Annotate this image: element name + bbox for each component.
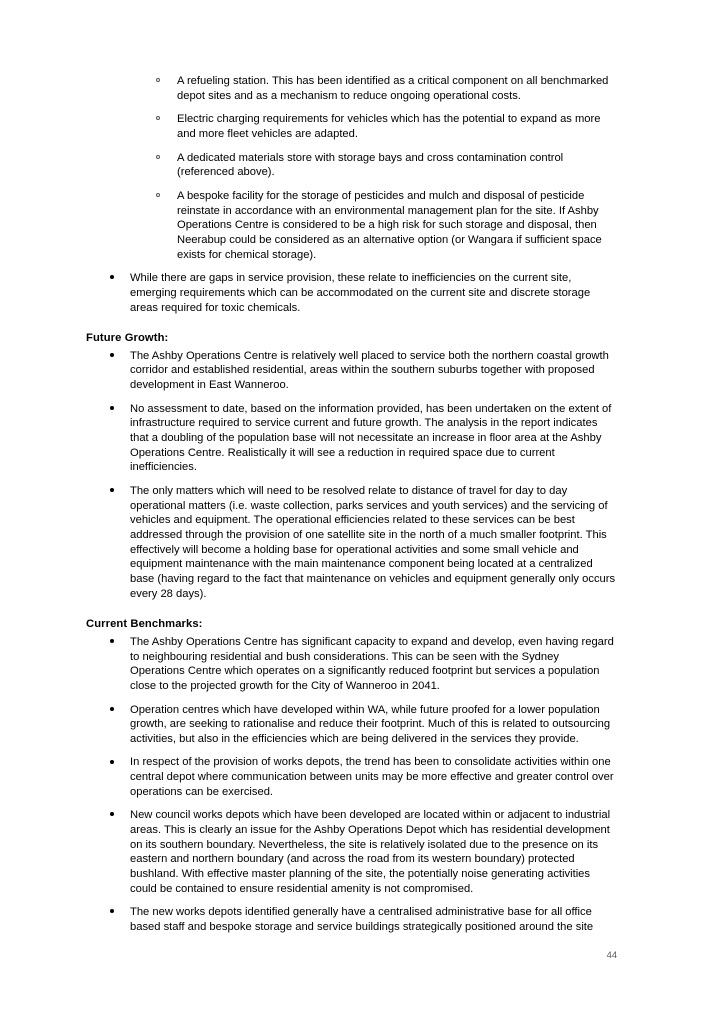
bullet-ring-shape — [156, 116, 160, 120]
hollow-circle-bullet-icon — [156, 151, 170, 166]
sub-list-item — [86, 151, 616, 180]
bullet-dot-shape — [110, 707, 114, 711]
page-content — [86, 74, 616, 944]
section-heading: Future Growth: — [86, 332, 169, 345]
paragraph-text: A refueling station. This has been identified as a critical component on all benchmarked depot sites and as a mechanism to reduce ongoing operational costs. — [177, 75, 609, 102]
filled-circle-bullet-icon — [110, 484, 122, 499]
paragraph-text: The Ashby Operations Centre has significant capacity to expand and develop, even having regard to neighbouring residential and bush considerations. This can be seen with the Sydney Operations Centre which operates on a significantly reduced footprint but services a population close to the projected growth for the City of Wanneroo in 2041. — [130, 635, 614, 692]
bullet-dot-shape — [110, 406, 114, 410]
filled-circle-bullet-icon — [110, 402, 122, 417]
bullet-list — [86, 349, 616, 602]
sub-list-item — [86, 189, 616, 262]
page-number: 44 — [606, 950, 617, 960]
paragraph-text: A bespoke facility for the storage of pesticides and mulch and disposal of pesticide reinstate in accordance with an environmental management plan for the site. If Ashby Operations Centre is considered to be a high risk for such storage and disposal, then Neerabup could be considered as an alternative option (or Wangara if sufficient space exists for chemical storage). — [177, 189, 602, 261]
bullet-dot-shape — [110, 812, 114, 816]
hollow-circle-bullet-icon — [156, 189, 170, 204]
bullet-dot-shape — [110, 760, 114, 764]
filled-circle-bullet-icon — [110, 808, 122, 823]
list-item — [86, 349, 616, 393]
section-spacer — [86, 324, 616, 331]
paragraph-text: No assessment to date, based on the information provided, has been undertaken on the extent of infrastructure required to service current and future growth. The analysis in the report indicates that a doubling of the population base will not necessitate an increase in floor area at the Ashby Operations Centre. Realistically it will see a reduction in required space due to current inefficiencies. — [130, 402, 612, 474]
filled-circle-bullet-icon — [110, 349, 122, 364]
list-item — [86, 402, 616, 475]
paragraph-text: The new works depots identified generally have a centralised administrative base for all office based staff and bespoke storage and service buildings strategically positioned around the site — [130, 906, 594, 934]
list-item — [86, 635, 616, 694]
sub-list-item — [86, 112, 616, 141]
filled-circle-bullet-icon — [110, 271, 122, 286]
paragraph-text: New council works depots which have been developed are located within or adjacent to industrial areas. This is clearly an issue for the Ashby Operations Depot which has residential development on its southern boundary. Nevertheless, the site is relatively isolated due to the presence on its eastern and northern boundary (and across the road from its western boundary) protected bushland. With effective master planning of the site, the potentially noise generating activities could be contained to ensure residential amenity is not compromised. — [130, 809, 611, 895]
sub-bullet-list — [86, 74, 616, 262]
paragraph-text: A dedicated materials store with storage bays and cross contamination control (referenced above). — [177, 151, 564, 179]
bullet-ring-shape — [156, 78, 160, 82]
bullet-dot-shape — [110, 353, 114, 357]
bullet-ring-shape — [156, 193, 160, 197]
bullet-list — [86, 635, 616, 935]
bullet-dot-shape — [110, 909, 114, 913]
bullet-dot-shape — [110, 488, 114, 492]
section-heading: Current Benchmarks: — [86, 618, 203, 631]
paragraph-text: Operation centres which have developed within WA, while future proofed for a lower population growth, are seeking to rationalise and reduce their footprint. Much of this is related to outsourcing activities, but also in the efficiencies which are being delivered in the services they provide. — [130, 703, 611, 745]
list-item — [86, 755, 616, 799]
list-item — [86, 905, 616, 934]
sub-list-item — [86, 74, 616, 103]
bullet-list — [86, 271, 616, 315]
filled-circle-bullet-icon — [110, 755, 122, 770]
paragraph-text: In respect of the provision of works depots, the trend has been to consolidate activities within one central depot where communication between units may be more effective and greater control over operations can be exercised. — [130, 756, 614, 798]
list-item — [86, 703, 616, 747]
hollow-circle-bullet-icon — [156, 112, 170, 127]
bullet-dot-shape — [110, 639, 114, 643]
section-spacer — [86, 610, 616, 617]
filled-circle-bullet-icon — [110, 905, 122, 920]
list-item — [86, 484, 616, 601]
bullet-ring-shape — [156, 155, 160, 159]
paragraph-text: Electric charging requirements for vehicles which has the potential to expand as more and more fleet vehicles are adapted. — [177, 113, 601, 140]
paragraph-text: While there are gaps in service provision, these relate to inefficiencies on the current site, emerging requirements which can be accommodated on the current site and discrete storage areas required for toxic chemicals. — [130, 272, 591, 314]
paragraph-text: The only matters which will need to be resolved relate to distance of travel for day to day operational matters (i.e. waste collection, parks services and youth services) and the servicing of vehicles and equipment. The operational efficiencies related to these services can be best addressed through the provision of one satellite site in the north of a much smaller footprint. This effectively will become a holding base for operational activities and some small vehicle and equipment maintenance with the main maintenance component being located at a centralized base (having regard to the fact that maintenance on vehicles and equipment generally only occurs every 28 days). — [130, 485, 616, 600]
hollow-circle-bullet-icon — [156, 74, 170, 89]
paragraph-text: The Ashby Operations Centre is relatively well placed to service both the northern coastal growth corridor and established residential, areas within the southern suburbs together with proposed development in East Wanneroo. — [130, 349, 609, 392]
filled-circle-bullet-icon — [110, 703, 122, 718]
list-item — [86, 808, 616, 896]
list-item — [86, 271, 616, 315]
bullet-dot-shape — [110, 275, 114, 279]
filled-circle-bullet-icon — [110, 635, 122, 650]
